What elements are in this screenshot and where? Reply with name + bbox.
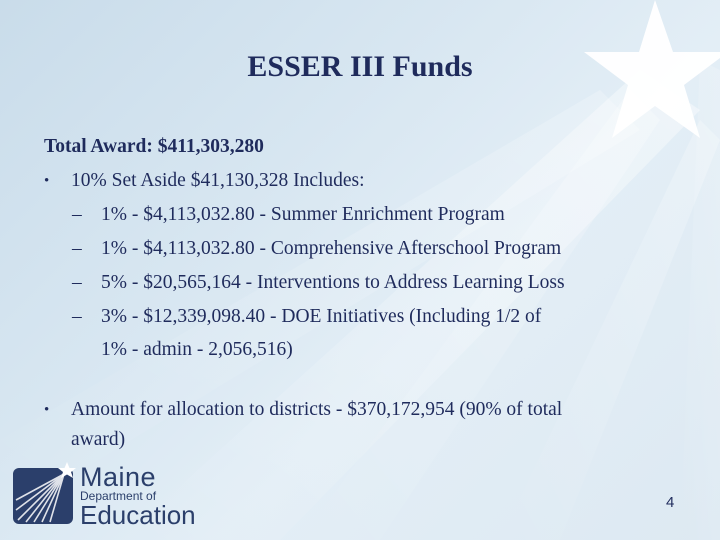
total-award: Total Award: $411,303,280 bbox=[44, 136, 264, 157]
sub-item bbox=[44, 266, 684, 300]
logo-maine: Maine bbox=[80, 462, 157, 492]
dash-marker: – bbox=[72, 204, 82, 225]
logo-education: Education bbox=[80, 500, 196, 530]
allocation-line-1: Amount for allocation to districts - $370,172,954 (90% of total bbox=[71, 399, 563, 420]
allocation-bullet bbox=[44, 395, 664, 455]
dash-marker: – bbox=[72, 306, 82, 327]
slide-content bbox=[44, 130, 684, 366]
sub-item-text: 5% - $20,565,164 - Interventions to Address Learning Loss bbox=[101, 272, 565, 293]
sub-item-text: 1% - admin - 2,056,516) bbox=[101, 339, 293, 360]
sub-item-continuation bbox=[44, 334, 684, 366]
sub-item bbox=[44, 232, 684, 266]
logo-text bbox=[80, 462, 196, 528]
sub-item bbox=[44, 300, 684, 334]
bullet-allocation bbox=[44, 395, 664, 455]
sub-item-text: 1% - $4,113,032.80 - Comprehensive Afterschool Program bbox=[101, 238, 562, 259]
bullet-set-aside bbox=[44, 164, 684, 198]
allocation-line-2: award) bbox=[71, 429, 126, 450]
logo-dept: Department of bbox=[80, 489, 157, 503]
dash-marker: – bbox=[72, 238, 82, 259]
dash-marker: – bbox=[72, 272, 82, 293]
sub-item bbox=[44, 198, 684, 232]
slide-title: ESSER III Funds bbox=[247, 50, 473, 83]
bullet-marker: • bbox=[44, 402, 50, 418]
bullet-marker: • bbox=[44, 173, 50, 189]
page-number: 4 bbox=[666, 494, 675, 511]
bullet-text: 10% Set Aside $41,130,328 Includes: bbox=[71, 170, 365, 191]
sub-item-text: 1% - $4,113,032.80 - Summer Enrichment Program bbox=[101, 204, 505, 225]
sub-item-text: 3% - $12,339,098.40 - DOE Initiatives (Including 1/2 of bbox=[101, 306, 542, 327]
